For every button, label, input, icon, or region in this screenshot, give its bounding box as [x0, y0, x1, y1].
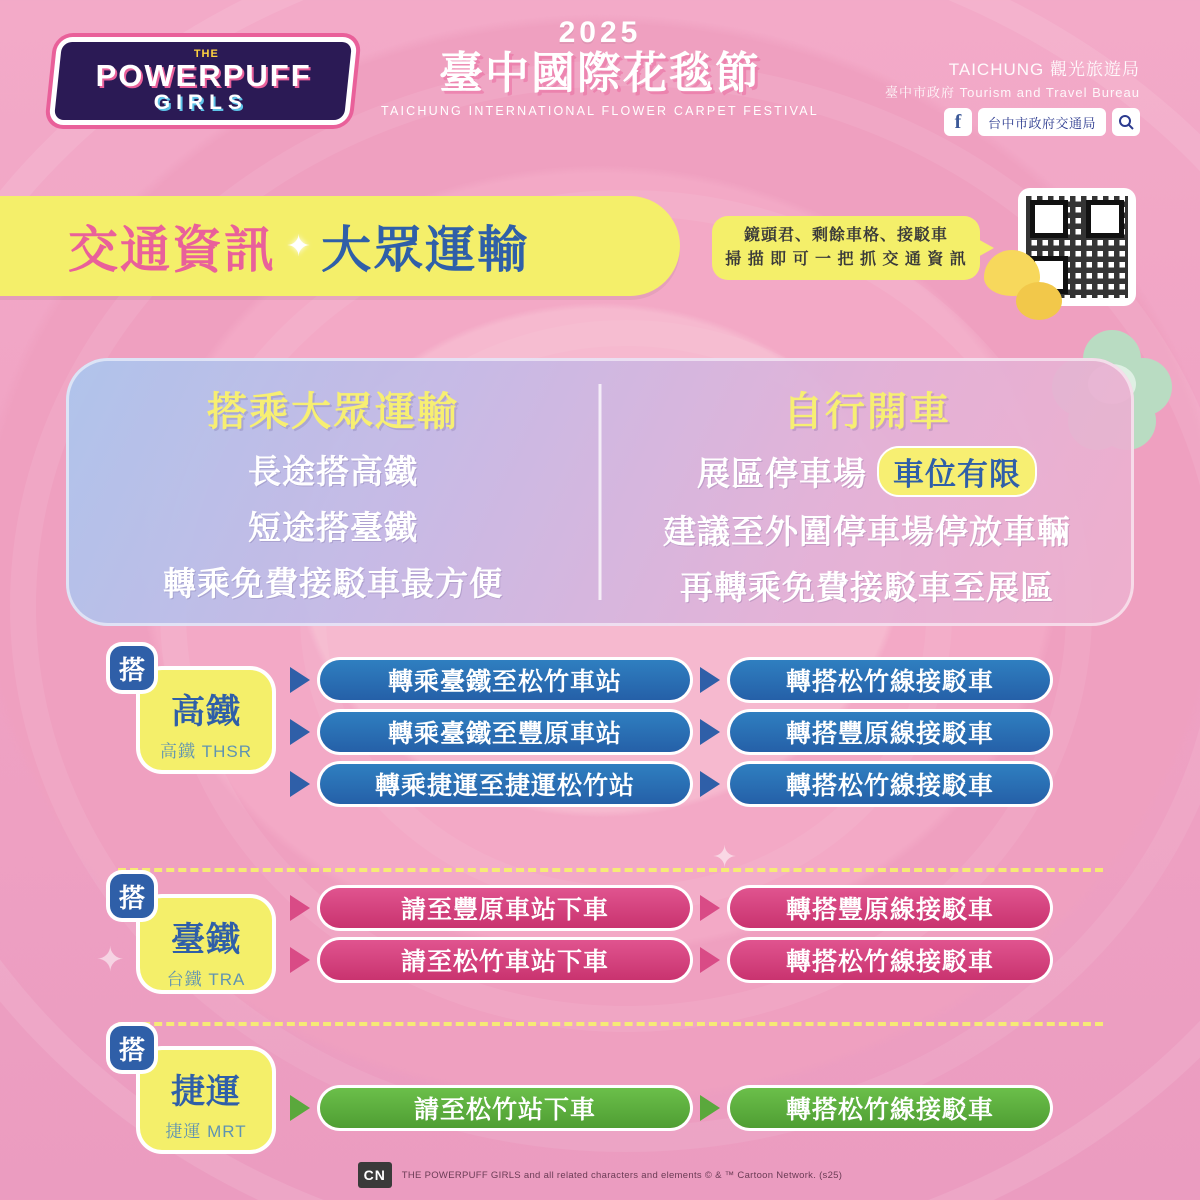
self-drive-line-1-text: 展區停車場 [697, 455, 867, 492]
sparkle-icon: ✦ [96, 941, 125, 979]
mode-body [140, 898, 272, 990]
cartoon-network-logo: CN [358, 1162, 392, 1188]
public-transport-line-3: 轉乘免費接駁車最方便 [163, 565, 503, 602]
facebook-icon[interactable]: f [944, 108, 972, 136]
hsr-logo-icon: 高鐵 THSR [160, 742, 252, 761]
logo-line-3: GIRLS [153, 90, 248, 114]
festival-title-en: TAICHUNG INTERNATIONAL FLOWER CARPET FESTIVAL [381, 104, 819, 119]
route-step-left: 請至松竹站下車 [320, 1088, 690, 1128]
page-header [0, 0, 1200, 160]
festival-title-block [380, 18, 820, 118]
route-row [290, 940, 1140, 980]
tra-logo-icon: 台鐵 TRA [166, 970, 246, 989]
route-step-left: 請至松竹車站下車 [320, 940, 690, 980]
arrow-icon [290, 667, 310, 693]
page-title-banner [0, 196, 680, 296]
route-step-right: 轉搭松竹線接駁車 [730, 660, 1050, 700]
self-drive-heading: 自行開車 [783, 390, 951, 434]
public-transport-heading: 搭乘大眾運輸 [207, 390, 459, 434]
bubble-line-1: 鏡頭君、剩餘車格、接駁車 [743, 227, 948, 244]
festival-title-cn: 臺中國際花毯節 [439, 49, 761, 98]
route-step-right: 轉搭松竹線接駁車 [730, 1088, 1050, 1128]
route-row [290, 764, 1140, 804]
page-footer [0, 1162, 1200, 1188]
mode-body [140, 1050, 272, 1150]
arrow-icon [290, 1095, 310, 1121]
arrow-icon [290, 771, 310, 797]
arrow-icon [290, 719, 310, 745]
route-row [290, 888, 1140, 928]
arrow-icon [700, 667, 720, 693]
page-title-part1: 交通資訊 [68, 222, 276, 278]
qr-callout-bubble [712, 216, 980, 280]
bubble-line-2: 掃 描 即 可 一 把 抓 交 通 資 訊 [725, 251, 967, 268]
powerpuff-girls-logo [54, 42, 352, 120]
self-drive-line-3: 再轉乘免費接駁車至展區 [680, 569, 1054, 606]
sparkle-icon: ✦ [712, 841, 738, 874]
route-step-right: 轉搭松竹線接駁車 [730, 764, 1050, 804]
arrow-icon [700, 1095, 720, 1121]
route-step-right: 轉搭豐原線接駁車 [730, 888, 1050, 928]
public-transport-column [66, 358, 600, 626]
route-row [290, 712, 1140, 752]
route-step-left: 轉乘臺鐵至松竹車站 [320, 660, 690, 700]
route-step-right: 轉搭松竹線接駁車 [730, 940, 1050, 980]
limited-parking-badge: 車位有限 [877, 446, 1037, 497]
mode-tag: 搭 [110, 646, 154, 690]
arrow-icon [290, 895, 310, 921]
route-step-left: 轉乘臺鐵至豐原車站 [320, 712, 690, 752]
mode-name: 臺鐵 [171, 921, 241, 959]
route-row [290, 1088, 1200, 1128]
transport-overview-card [66, 358, 1134, 626]
facebook-page-label[interactable]: 台中市政府交通局 [978, 108, 1106, 136]
public-transport-line-1: 長途搭高鐵 [248, 453, 418, 490]
route-step-right: 轉搭豐原線接駁車 [730, 712, 1050, 752]
bureau-line-2: 臺中市政府 Tourism and Travel Bureau [885, 85, 1140, 100]
search-icon[interactable] [1112, 108, 1140, 136]
route-rows-tra [290, 888, 1140, 992]
facebook-bar[interactable] [944, 108, 1140, 136]
logo-line-1: THE [193, 47, 219, 60]
government-branding [885, 55, 1140, 101]
mode-name: 捷運 [171, 1073, 241, 1111]
arrow-icon [700, 895, 720, 921]
section-divider [118, 868, 1103, 872]
mode-name: 高鐵 [171, 693, 241, 731]
mode-tag: 搭 [110, 874, 154, 918]
arrow-icon [290, 947, 310, 973]
copyright-text: THE POWERPUFF GIRLS and all related characters and elements © & ™ Cartoon Network. (s25) [401, 1169, 843, 1181]
arrow-icon [700, 947, 720, 973]
mode-tag: 搭 [110, 1026, 154, 1070]
sparkle-icon: ✦ [286, 229, 312, 263]
route-section-mrt [0, 1034, 1200, 1141]
self-drive-line-1 [697, 446, 1037, 497]
festival-year: 2025 [558, 16, 642, 49]
self-drive-column [600, 358, 1134, 626]
mrt-logo-icon: 捷運 MRT [165, 1122, 247, 1141]
page-title-part2: 大眾運輸 [321, 222, 530, 278]
leaf-decoration-icon [1016, 282, 1062, 320]
public-transport-line-2: 短途搭臺鐵 [248, 509, 418, 546]
route-rows-hsr [290, 660, 1140, 816]
bureau-line-1: TAICHUNG 觀光旅遊局 [948, 60, 1140, 79]
section-divider [118, 1022, 1103, 1026]
self-drive-line-2: 建議至外圍停車場停放車輛 [663, 513, 1071, 550]
route-step-left: 轉乘捷運至捷運松竹站 [320, 764, 690, 804]
route-row [290, 660, 1140, 700]
route-step-left: 請至豐原車站下車 [320, 888, 690, 928]
arrow-icon [700, 771, 720, 797]
route-rows-mrt [290, 1088, 1200, 1128]
arrow-icon [700, 719, 720, 745]
logo-line-2: POWERPUFF [95, 57, 312, 93]
mode-body [140, 670, 272, 770]
